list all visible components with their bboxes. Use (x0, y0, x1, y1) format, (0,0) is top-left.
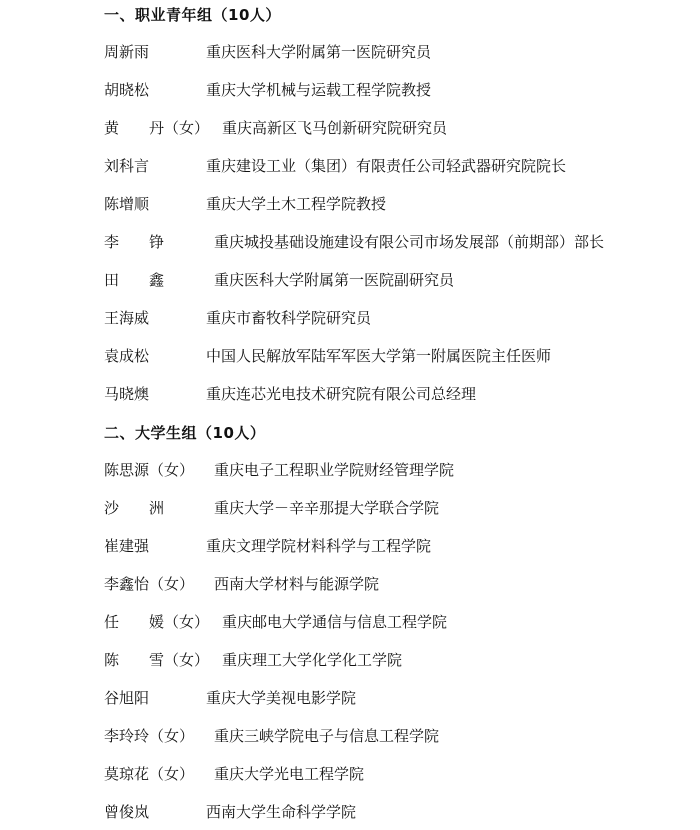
person-affiliation: 重庆大学机械与运载工程学院教授 (206, 81, 432, 99)
person-affiliation: 西南大学生命科学学院 (206, 803, 357, 821)
section-title-university-students: 二、大学生组（10人） (104, 424, 266, 442)
person-affiliation: 重庆高新区飞马创新研究院研究员 (222, 119, 448, 137)
person-name: 马晓燠 (104, 385, 150, 403)
person-affiliation: 重庆邮电大学通信与信息工程学院 (222, 613, 448, 631)
person-name: 陈增顺 (104, 195, 150, 213)
person-affiliation: 重庆理工大学化学化工学院 (222, 651, 403, 669)
list-item (0, 497, 700, 521)
list-item (0, 383, 700, 407)
list-item (0, 231, 700, 255)
person-name: 袁成松 (104, 347, 150, 365)
person-name: 陈 雪（女） (104, 651, 210, 669)
person-affiliation: 重庆三峡学院电子与信息工程学院 (214, 727, 440, 745)
list-item (0, 307, 700, 331)
list-item (0, 763, 700, 787)
person-affiliation: 重庆大学土木工程学院教授 (206, 195, 387, 213)
person-affiliation: 重庆建设工业（集团）有限责任公司轻武器研究院院长 (206, 157, 567, 175)
person-name: 胡晓松 (104, 81, 150, 99)
list-item (0, 535, 700, 559)
person-name: 谷旭阳 (104, 689, 150, 707)
list-item (0, 79, 700, 103)
person-affiliation: 中国人民解放军陆军军医大学第一附属医院主任医师 (206, 347, 552, 365)
section-title-professional-youth: 一、职业青年组（10人） (104, 6, 281, 24)
list-item (0, 573, 700, 597)
person-affiliation: 重庆大学－辛辛那提大学联合学院 (214, 499, 440, 517)
person-name: 刘科言 (104, 157, 150, 175)
person-affiliation: 重庆医科大学附属第一医院研究员 (206, 43, 432, 61)
person-affiliation: 重庆大学美视电影学院 (206, 689, 357, 707)
person-name: 崔建强 (104, 537, 150, 555)
person-name: 李 铮 (104, 233, 165, 251)
person-name: 任 媛（女） (104, 613, 210, 631)
list-item (0, 345, 700, 369)
person-name: 田 鑫 (104, 271, 165, 289)
person-name: 黄 丹（女） (104, 119, 210, 137)
person-affiliation: 重庆大学光电工程学院 (214, 765, 365, 783)
person-name: 莫琼花（女） (104, 765, 195, 783)
person-affiliation: 西南大学材料与能源学院 (214, 575, 380, 593)
person-name: 李玲玲（女） (104, 727, 195, 745)
person-name: 周新雨 (104, 43, 150, 61)
person-name: 沙 洲 (104, 499, 165, 517)
person-affiliation: 重庆连芯光电技术研究院有限公司总经理 (206, 385, 477, 403)
person-affiliation: 重庆文理学院材料科学与工程学院 (206, 537, 432, 555)
person-affiliation: 重庆城投基础设施建设有限公司市场发展部（前期部）部长 (214, 233, 605, 251)
person-name: 王海威 (104, 309, 150, 327)
list-item (0, 801, 700, 825)
person-affiliation: 重庆电子工程职业学院财经管理学院 (214, 461, 455, 479)
list-item (0, 649, 700, 673)
list-item (0, 41, 700, 65)
list-item (0, 155, 700, 179)
person-name: 曾俊岚 (104, 803, 150, 821)
person-affiliation: 重庆医科大学附属第一医院副研究员 (214, 271, 455, 289)
person-name: 陈思源（女） (104, 461, 195, 479)
list-item (0, 269, 700, 293)
list-item (0, 117, 700, 141)
person-name: 李鑫怡（女） (104, 575, 195, 593)
list-item (0, 725, 700, 749)
list-item (0, 687, 700, 711)
list-item (0, 459, 700, 483)
list-item (0, 193, 700, 217)
list-item (0, 611, 700, 635)
person-affiliation: 重庆市畜牧科学院研究员 (206, 309, 372, 327)
